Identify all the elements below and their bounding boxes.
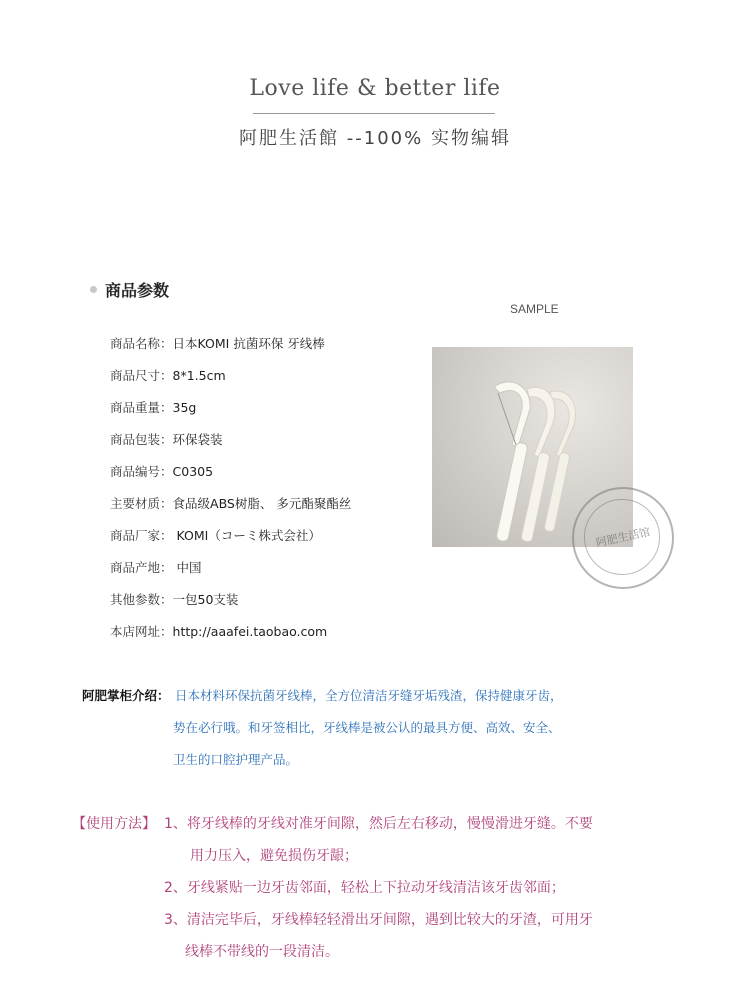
usage-line: 1、将牙线棒的牙线对准牙间隙，然后左右移动，慢慢滑进牙缝。不要 xyxy=(164,816,593,832)
spec-value: 日本KOMI 抗菌环保 牙线棒 xyxy=(172,336,325,351)
intro-line: 卫生的口腔护理产品。 xyxy=(173,752,299,767)
spec-label: 商品产地： xyxy=(110,560,173,575)
spec-value: C0305 xyxy=(172,464,214,479)
stamp-text: 阿肥生活馆 xyxy=(594,525,652,550)
spec-row-manufacturer xyxy=(110,526,321,544)
spec-label: 商品名称： xyxy=(110,336,173,351)
spec-row-website xyxy=(110,622,327,640)
spec-value: http://aaafei.taobao.com xyxy=(172,624,328,639)
bullet-dot-icon xyxy=(90,286,97,293)
spec-value: 一包50支装 xyxy=(172,592,239,607)
spec-value: 食品级ABS树脂、 多元酯聚酯丝 xyxy=(172,496,352,511)
spec-value: 环保袋装 xyxy=(172,432,223,447)
spec-row-name xyxy=(110,334,325,352)
spec-value: 8*1.5cm xyxy=(172,368,226,383)
spec-row-weight xyxy=(110,398,196,416)
spec-row-package xyxy=(110,430,223,448)
spec-label: 商品重量： xyxy=(110,400,173,415)
spec-row-origin xyxy=(110,558,202,576)
spec-value: 35g xyxy=(172,400,197,415)
spec-value: KOMI（コーミ株式会社） xyxy=(172,528,321,543)
section-title: 商品参数 xyxy=(105,281,170,300)
usage-line: 线棒不带线的一段清洁。 xyxy=(185,944,339,960)
intro-label: 阿肥掌柜介绍： xyxy=(82,688,170,703)
spec-label: 本店网址： xyxy=(110,624,173,639)
spec-row-size xyxy=(110,366,226,384)
usage-line: 3、清洁完毕后，牙线棒轻轻滑出牙间隙，遇到比较大的牙渣，可用牙 xyxy=(164,912,593,928)
spec-label: 商品厂家： xyxy=(110,528,173,543)
spec-row-material xyxy=(110,494,351,512)
brand-divider xyxy=(253,113,495,114)
spec-row-other xyxy=(110,590,238,608)
intro-line: 日本材料环保抗菌牙线棒，全方位清洁牙缝牙垢残渣，保持健康牙齿， xyxy=(175,688,563,703)
brand-slogan: Love life & better life xyxy=(249,76,501,101)
usage-line: 用力压入，避免损伤牙龈； xyxy=(190,848,358,864)
intro-line: 势在必行哦。和牙签相比，牙线棒是被公认的最具方便、高效、安全、 xyxy=(173,720,561,735)
brand-subtitle: 阿肥生活館 --100% 实物编辑 xyxy=(239,128,511,149)
spec-row-code xyxy=(110,462,213,480)
spec-label: 其他参数： xyxy=(110,592,173,607)
spec-label: 主要材质： xyxy=(110,496,173,511)
spec-label: 商品编号： xyxy=(110,464,173,479)
spec-label: 商品包装： xyxy=(110,432,173,447)
sample-label: SAMPLE xyxy=(510,302,559,316)
usage-line: 2、牙线紧贴一边牙齿邻面，轻松上下拉动牙线清洁该牙齿邻面； xyxy=(164,880,565,896)
shop-stamp-watermark xyxy=(572,487,674,589)
spec-label: 商品尺寸： xyxy=(110,368,173,383)
spec-value: 中国 xyxy=(172,560,202,575)
usage-label: 【使用方法】 xyxy=(72,816,156,832)
